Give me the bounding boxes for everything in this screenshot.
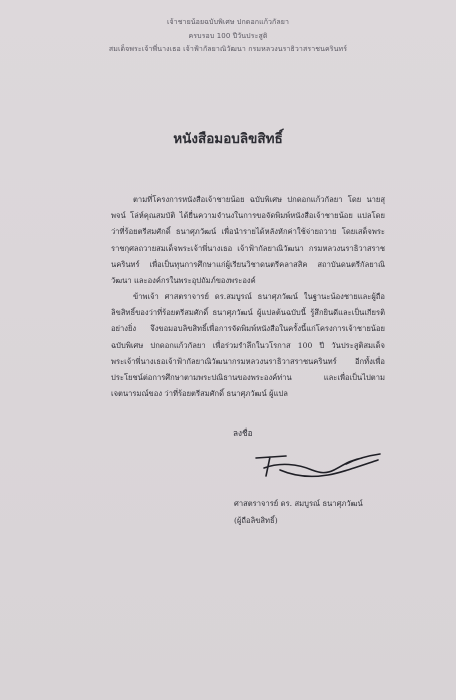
header-line-2: ครบรอบ 100 ปีวันประสูติ (188, 32, 268, 40)
body-paragraph-2: ข้าพเจ้า ศาสตราจารย์ ดร.สมบูรณ์ ธนาศุภวัฒน์ ในฐานะน้องชายและผู้ถือลิขสิทธิ์ของว่าที่ร้อยตรีสมศักดิ์ ธนาศุภวัฒน์ ผู้แปลต้นฉบับนี้ รู้สึกยินดีและเป็นเกียรติอย่างยิ่ง จึงขอมอบลิขสิทธิ์เพื่อการจัดพิมพ์หนังสือในครั้งนี้แก่โครงการเจ้าชายน้อย ฉบับพิเศษ ปกดอกแก้วกัลยา เพื่อร่วมรำลึกในวโรกาส 100 ปี วันประสูติสมเด็จพระเจ้าพี่นางเธอเจ้าฟ้ากัลยาณิวัฒนากรมหลวงนราธิวาสราชนครินทร์ อีกทั้งเพื่อประโยชน์ต่อการศึกษาตามพระปณิธานของพระองค์ท่าน และเพื่อเป็นไปตามเจตนารมณ์ของ ว่าที่ร้อยตรีสมศักดิ์ ธนาศุภวัฒน์ ผู้แปล (111, 292, 385, 399)
header-line-3: สมเด็จพระเจ้าพี่นางเธอ เจ้าฟ้ากัลยาณิวัฒนา กรมหลวงนราธิวาสราชนครินทร์ (108, 45, 348, 53)
header-line-1: เจ้าชายน้อยฉบับพิเศษ ปกดอกแก้วกัลยา (166, 18, 290, 26)
document-title: หนังสือมอบลิขสิทธิ์ (173, 131, 283, 147)
signer-role: (ผู้ถือลิขสิทธิ์) (234, 516, 278, 525)
signature-label: ลงชื่อ (233, 428, 253, 438)
body-paragraph-1: ตามที่โครงการหนังสือเจ้าชายน้อย ฉบับพิเศษ ปกดอกแก้วกัลยา โดย นายสุพจน์ โล่ห์คุณสมบัติ ได้ยื่นความจำนงในการขอจัดพิมพ์หนังสือเจ้าชายน้อย แปลโดย ว่าที่ร้อยตรีสมศักดิ์ ธนาศุภวัฒน์ เพื่อนำรายได้หลังหักค่าใช้จ่ายถวาย โดยเสด็จพระราชกุศลถวายสมเด็จพระเจ้าพี่นางเธอ เจ้าฟ้ากัลยาณิวัฒนา กรมหลวงนราธิวาสราชนครินทร์ เพื่อเป็นทุนการศึกษาแก่ผู้เรียนวิชาดนตรีคลาสสิค สถาบันดนตรีกัลยาณิวัฒนา และองค์กรในพระอุปถัมภ์ของพระองค์ (111, 195, 385, 286)
signer-name: ศาสตราจารย์ ดร. สมบูรณ์ ธนาศุภวัฒน์ (234, 499, 363, 508)
handwritten-signature (250, 448, 390, 482)
